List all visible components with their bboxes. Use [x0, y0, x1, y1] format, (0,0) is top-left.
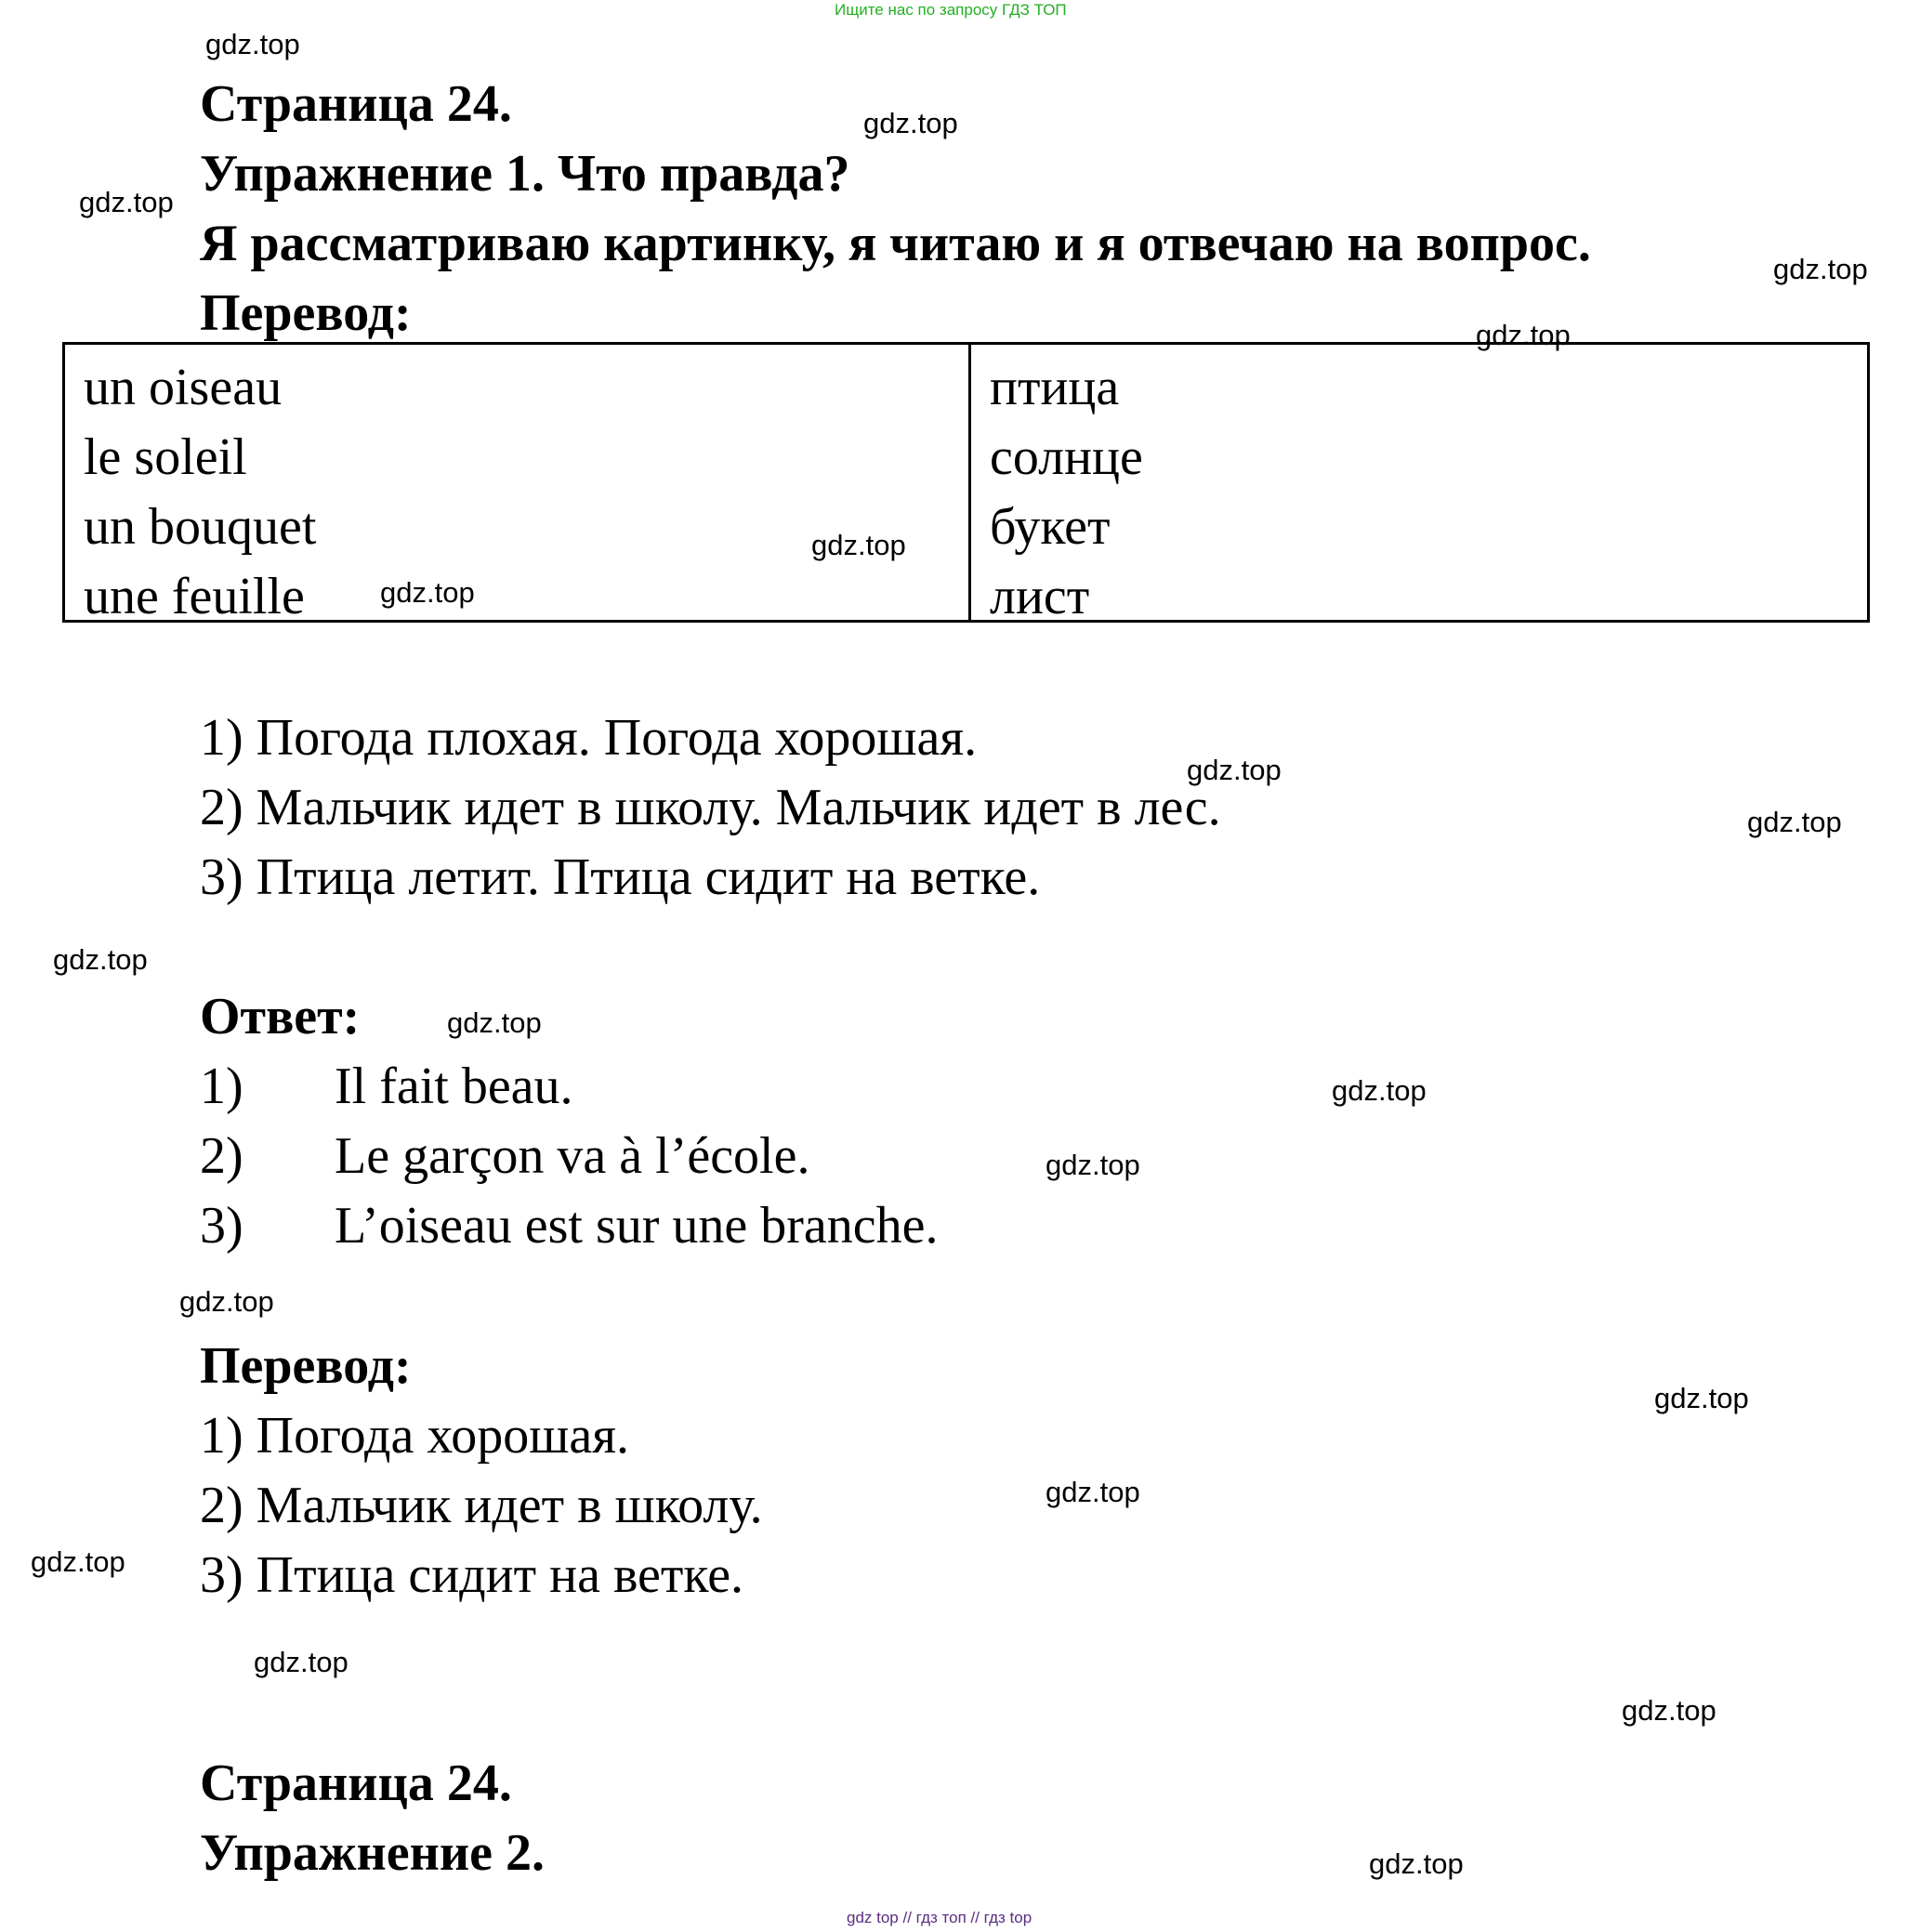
watermark: gdz.top	[1187, 754, 1282, 786]
vocab-table	[62, 342, 1870, 623]
vocab-fr-feuille: une feuille	[84, 568, 305, 625]
top-banner: Ищите нас по запросу ГДЗ ТОП	[835, 1, 1067, 19]
watermark: gdz.top	[1332, 1074, 1427, 1107]
watermark: gdz.top	[447, 1006, 542, 1039]
watermark: gdz.top	[811, 529, 906, 561]
watermark: gdz.top	[53, 943, 148, 976]
translation-heading: Перевод:	[200, 284, 412, 342]
vocab-ru-solntse: солнце	[990, 428, 1143, 486]
vocab-fr-soleil: le soleil	[84, 428, 247, 486]
question-2: 2) Мальчик идет в школу. Мальчик идет в лес.	[200, 779, 1221, 836]
watermark: gdz.top	[205, 28, 300, 60]
page-title: Страница 24.	[200, 75, 512, 133]
vocab-fr-bouquet: un bouquet	[84, 498, 317, 556]
answer-translation-heading: Перевод:	[200, 1337, 412, 1395]
question-1: 1) Погода плохая. Погода хорошая.	[200, 709, 978, 767]
watermark: gdz.top	[1654, 1382, 1749, 1414]
answer-1-number: 1)	[200, 1058, 243, 1115]
answer-1-text: Il fait beau.	[335, 1058, 573, 1115]
answer-2-text: Le garçon va à l’école.	[335, 1127, 810, 1185]
watermark: gdz.top	[380, 576, 475, 609]
watermark: gdz.top	[79, 186, 174, 218]
watermark: gdz.top	[1476, 319, 1571, 351]
vocab-ru-buket: букет	[990, 498, 1111, 556]
page-title-2: Страница 24.	[200, 1755, 512, 1812]
question-3: 3) Птица летит. Птица сидит на ветке.	[200, 848, 1041, 906]
exercise-title: Упражнение 1. Что правда?	[200, 145, 850, 203]
answer-translation-2: 2) Мальчик идет в школу.	[200, 1477, 763, 1534]
bottom-banner: gdz top // гдз топ // гдз top	[847, 1909, 1032, 1926]
answer-heading: Ответ:	[200, 988, 361, 1045]
watermark: gdz.top	[254, 1646, 349, 1678]
vocab-ru-ptitsa: птица	[990, 359, 1120, 416]
watermark: gdz.top	[1369, 1847, 1464, 1880]
vocab-fr-oiseau: un oiseau	[84, 359, 283, 416]
answer-translation-1: 1) Погода хорошая.	[200, 1407, 629, 1465]
exercise-instruction: Я рассматриваю картинку, я читаю и я отвечаю на вопрос.	[200, 215, 1591, 272]
watermark: gdz.top	[1046, 1476, 1140, 1508]
answer-3-number: 3)	[200, 1197, 243, 1255]
watermark: gdz.top	[1046, 1149, 1140, 1181]
watermark: gdz.top	[863, 107, 958, 139]
exercise-title-2: Упражнение 2.	[200, 1824, 546, 1882]
watermark: gdz.top	[1747, 806, 1842, 838]
answer-2-number: 2)	[200, 1127, 243, 1185]
vocab-table-divider	[968, 345, 971, 620]
answer-3-text: L’oiseau est sur une branche.	[335, 1197, 939, 1255]
watermark: gdz.top	[1622, 1694, 1716, 1727]
vocab-ru-list: лист	[990, 568, 1090, 625]
answer-translation-3: 3) Птица сидит на ветке.	[200, 1546, 744, 1604]
watermark: gdz.top	[1773, 253, 1868, 285]
watermark: gdz.top	[179, 1285, 274, 1318]
watermark: gdz.top	[31, 1545, 125, 1578]
